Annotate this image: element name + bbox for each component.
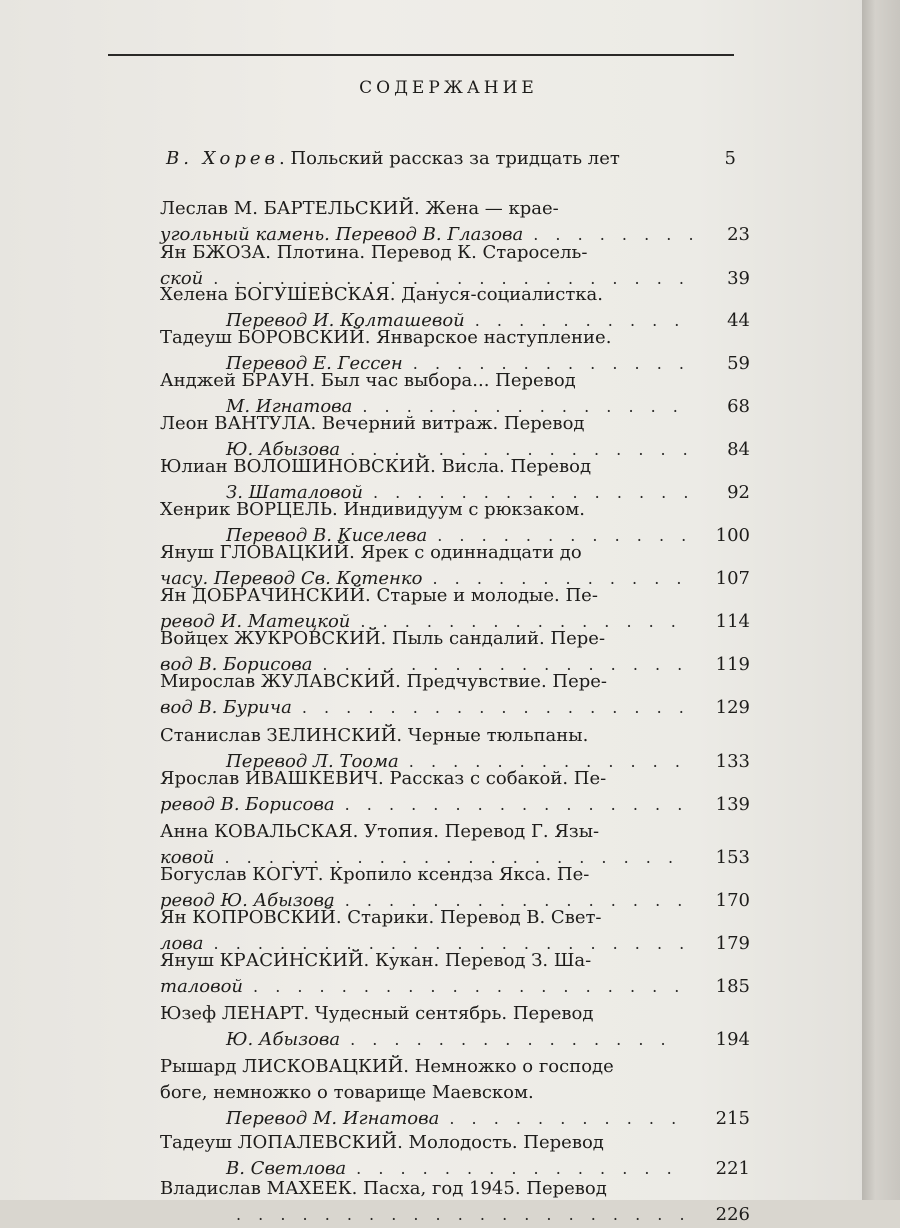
toc-entry-text: Тадеуш БОРОВСКИЙ. Январское наступление. <box>160 327 612 348</box>
toc-entry-text: Януш КРАСИНСКИЙ. Кукан. Перевод З. Ша- <box>160 950 592 971</box>
toc-leader-dots: . . . . . . . . . . . . . . . . <box>344 891 689 910</box>
toc-entry-text: Ян ДОБРАЧИНСКИЙ. Старые и молодые. Пе- <box>160 585 598 606</box>
intro-author: В. Хорев <box>166 148 279 169</box>
toc-entry <box>160 766 750 818</box>
toc-entry-line <box>160 766 750 792</box>
toc-entry-translator: З. Шаталовой <box>226 482 363 503</box>
toc-entry-line <box>160 1080 750 1106</box>
toc-entry-translator: Ю. Абызова <box>226 1029 341 1050</box>
toc-leader-dots: . . . . . . . . . . . . . <box>408 752 686 771</box>
toc-leader-dots: . . . . . . . . . . . . . . . . . . <box>301 698 690 717</box>
toc-entry-translator-line <box>160 1202 750 1228</box>
toc-entry-text: Войцех ЖУКРОВСКИЙ. Пыль сандалий. Пере- <box>160 628 606 649</box>
toc-page-number: 39 <box>727 268 750 289</box>
toc-entry-line <box>160 819 750 845</box>
toc-entry-line <box>160 282 750 308</box>
toc-leader-dots: . . . . . . . . . . . . . . . . . . . . . <box>224 848 680 867</box>
toc-entry-translator: Перевод И. Колташевой <box>226 310 465 331</box>
toc-page-number: 119 <box>715 654 750 675</box>
toc-entry-translator-line <box>160 974 750 1000</box>
toc-leader-dots: . . . . . . . . . . . . . . . <box>356 1159 678 1178</box>
toc-leader-dots: . . . . . . . . . . . . . . . . . . . . <box>253 977 686 996</box>
toc-leader-dots: . . . . . . . . . . . . . . . . . . . . . <box>236 1205 691 1224</box>
toc-entry-line <box>160 196 750 222</box>
toc-page-number: 44 <box>727 310 750 331</box>
toc-page-number: 84 <box>727 439 750 460</box>
toc-leader-dots: . . . . . . . . . . . . . . . <box>360 612 682 631</box>
toc-entry-line <box>160 1001 750 1027</box>
page-title-text: СОДЕРЖАНИЕ <box>359 78 538 98</box>
page-title <box>0 78 900 98</box>
toc-entry-text: Анна КОВАЛЬСКАЯ. Утопия. Перевод Г. Язы- <box>160 821 600 842</box>
toc-entry-text: Юлиан ВОЛОШИНОВСКИЙ. Висла. Перевод <box>160 456 592 477</box>
toc-entry-line <box>160 626 750 652</box>
toc-entry-text: Богуслав КОГУТ. Кропило ксендза Якса. Пе- <box>160 864 590 885</box>
toc-entry-translator: угольный камень. Перевод В. Глазова <box>160 224 524 245</box>
toc-entry <box>160 948 750 1000</box>
toc-leader-dots: . . . . . . . . . . . . <box>432 569 688 588</box>
toc-entry-text: боге, немножко о товарище Маевском. <box>160 1082 534 1103</box>
toc-page-number: 68 <box>727 396 750 417</box>
toc-page-number: 23 <box>727 224 750 245</box>
toc-entry-line <box>160 368 750 394</box>
toc-leader-dots: . . . . . . . . . . <box>474 311 686 330</box>
toc-leader-dots: . . . . . . . . <box>533 225 700 244</box>
toc-entry-translator-line <box>160 792 750 818</box>
toc-entry <box>160 1054 750 1132</box>
toc-entry-translator-line <box>160 695 750 721</box>
toc-leader-dots: . . . . . . . . . . . . . <box>412 354 690 373</box>
toc-entry-line <box>160 723 750 749</box>
toc-entry-translator: ревод В. Борисова <box>160 794 335 815</box>
toc-page-number: 221 <box>715 1158 750 1179</box>
toc-entry <box>160 1176 750 1228</box>
toc-leader-dots: . . . . . . . . . . . . . . . <box>362 397 684 416</box>
toc-entry-text: Юзеф ЛЕНАРТ. Чудесный сентябрь. Перевод <box>160 1003 594 1024</box>
intro-entry <box>166 146 736 172</box>
toc-entry-translator: Перевод Л. Тоома <box>226 751 399 772</box>
toc-entry-translator: таловой <box>160 976 244 997</box>
toc-entry-line <box>160 240 750 266</box>
toc-entry-translator: ревод И. Матецкой <box>160 611 351 632</box>
toc-page-number: 100 <box>715 525 750 546</box>
toc-page-number: 92 <box>727 482 750 503</box>
toc-entry-line <box>160 905 750 931</box>
toc-entry-text: Станислав ЗЕЛИНСКИЙ. Черные тюльпаны. <box>160 725 589 746</box>
toc-entry-translator: М. Игнатова <box>226 396 353 417</box>
toc-entry-translator: Перевод В. Киселева <box>226 525 428 546</box>
toc-leader-dots: . . . . . . . . . . . . . . . . <box>344 795 689 814</box>
toc-page-number: 179 <box>715 933 750 954</box>
toc-entry <box>160 669 750 721</box>
toc-entry-translator: вод В. Бурича <box>160 697 292 718</box>
toc-page-number: 185 <box>715 976 750 997</box>
toc-entry-translator: Ю. Абызова <box>226 439 341 460</box>
toc-entry-text: Хелена БОГУШЕВСКАЯ. Дануся-социалистка. <box>160 284 604 305</box>
toc-leader-dots: . . . . . . . . . . . . . . . . . . . . . . <box>213 269 690 288</box>
toc-page-number: 133 <box>715 751 750 772</box>
toc-leader-dots: . . . . . . . . . . . . . . . . . . . . . . <box>213 934 691 953</box>
toc-entry-line <box>160 948 750 974</box>
toc-entry-line <box>160 1176 750 1202</box>
toc-entry-line <box>160 540 750 566</box>
toc-entry-text: Рышард ЛИСКОВАЦКИЙ. Немножко о господе <box>160 1056 614 1077</box>
toc-entry-text: Ярослав ИВАШКЕВИЧ. Рассказ с собакой. Пе- <box>160 768 607 789</box>
toc-entry-line <box>160 583 750 609</box>
toc-page-number: 139 <box>715 794 750 815</box>
toc-entry-translator: часу. Перевод Св. Котенко <box>160 568 423 589</box>
toc-page-number: 114 <box>715 611 750 632</box>
toc-entry-line <box>160 411 750 437</box>
toc-entry-translator: ревод Ю. Абызова <box>160 890 335 911</box>
toc-leader-dots: . . . . . . . . . . . . . . . <box>350 1030 672 1049</box>
toc-entry-translator: ской <box>160 268 204 289</box>
toc-entry-text: Мирослав ЖУЛАВСКИЙ. Предчувствие. Пере- <box>160 671 607 692</box>
toc-page-number: 129 <box>715 697 750 718</box>
toc-entry-translator: Перевод М. Игнатова <box>226 1108 440 1129</box>
top-rule <box>108 54 734 56</box>
toc-leader-dots: . . . . . . . . . . . <box>449 1109 683 1128</box>
intro-page-number: 5 <box>724 148 736 169</box>
toc-entry <box>160 1001 750 1053</box>
toc-entry-text: Ян БЖОЗА. Плотина. Перевод К. Старосель- <box>160 242 588 263</box>
toc-entry-text: Януш ГЛОВАЦКИЙ. Ярек с одиннадцати до <box>160 542 582 563</box>
toc-entry-translator: В. Светлова <box>226 1158 347 1179</box>
intro-title: . Польский рассказ за тридцать лет <box>278 148 620 169</box>
toc-leader-dots: . . . . . . . . . . . . . . . <box>372 483 695 502</box>
toc-leader-dots: . . . . . . . . . . . . . . . . <box>350 440 694 459</box>
toc-entry-translator-line <box>160 1027 750 1053</box>
toc-entry-line <box>160 454 750 480</box>
toc-entry-translator: Перевод Е. Гессен <box>226 353 403 374</box>
toc-entry-text: Владислав МАХЕЕК. Пасха, год 1945. Перевод <box>160 1178 607 1199</box>
toc-page-number: 107 <box>715 568 750 589</box>
toc-entry-line <box>160 497 750 523</box>
toc-entry-text: Леон ВАНТУЛА. Вечерний витраж. Перевод <box>160 413 585 434</box>
toc-entry-line <box>160 325 750 351</box>
toc-page-number: 226 <box>715 1204 750 1225</box>
toc-entry-translator: лова <box>160 933 204 954</box>
toc-entry-text: Тадеуш ЛОПАЛЕВСКИЙ. Молодость. Перевод <box>160 1132 604 1153</box>
page-edge <box>862 0 900 1200</box>
toc-page-number: 59 <box>727 353 750 374</box>
toc-entry-line <box>160 669 750 695</box>
toc-entry-translator: ковой <box>160 847 215 868</box>
toc-entry-line <box>160 1130 750 1156</box>
toc-entry-text: Анджей БРАУН. Был час выбора... Перевод <box>160 370 576 391</box>
toc-page-number: 215 <box>715 1108 750 1129</box>
toc-entry-line <box>160 862 750 888</box>
toc-page-number: 170 <box>715 890 750 911</box>
toc-entry-text: Хенрик ВОРЦЕЛЬ. Индивидуум с рюкзаком. <box>160 499 585 520</box>
toc-entry-text: Ян КОПРОВСКИЙ. Старики. Перевод В. Свет- <box>160 907 602 928</box>
toc-entry-translator: вод В. Борисова <box>160 654 313 675</box>
toc-entry-translator-line <box>160 1106 750 1132</box>
toc-page-number: 194 <box>715 1029 750 1050</box>
toc-page-number: 153 <box>715 847 750 868</box>
toc-leader-dots: . . . . . . . . . . . . . . . . . <box>322 655 689 674</box>
toc-leader-dots: . . . . . . . . . . . . <box>437 526 693 545</box>
toc-entry <box>160 1130 750 1182</box>
toc-entry-line <box>160 1054 750 1080</box>
toc-entry-text: Леслав М. БАРТЕЛЬСКИЙ. Жена — крае- <box>160 198 559 219</box>
